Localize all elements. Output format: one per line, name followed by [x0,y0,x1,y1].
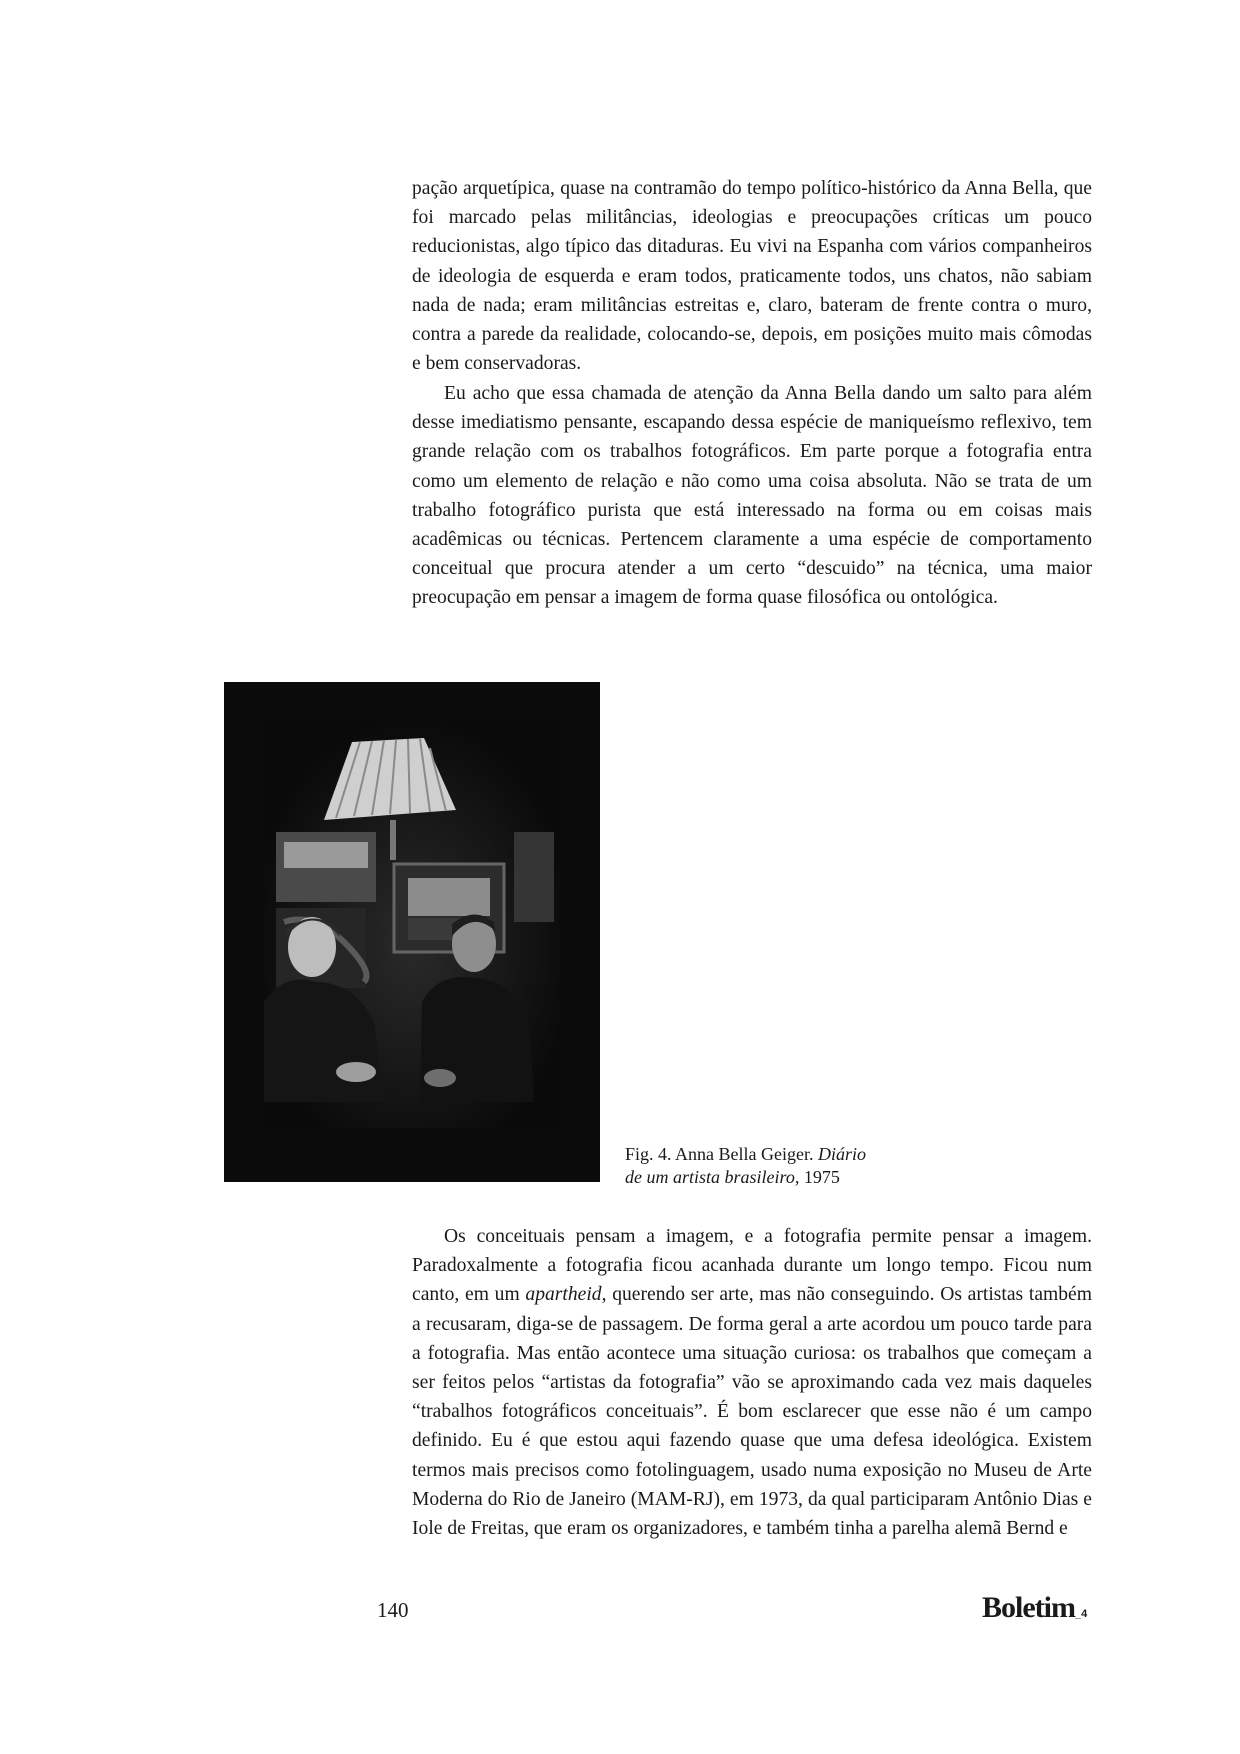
paragraph-3-text-start: Os conceituais pensam a imagem, e a fotografia permite pensar a imagem. Paradoxalmente a fotografia ficou acanhada durante um longo tempo. Ficou num canto, em um [412,1226,1092,1306]
page-number: 140 [377,1598,409,1622]
caption-title-part-2: de um artista brasileiro, [625,1167,800,1187]
figure-photograph [224,682,600,1182]
caption-title-part-1: Diário [817,1144,866,1164]
caption-prefix: Fig. 4. Anna Bella Geiger. [625,1144,818,1164]
body-paragraph-3 [412,1222,1092,1543]
paragraph-3-italic-term: apartheid, [525,1284,607,1306]
body-paragraph-2: Eu acho que essa chamada de atenção da Anna Bella dando um salto para além desse imediatismo pensante, escapando dessa espécie de maniqueísmo reflexivo, tem grande relação com os trabalhos fotográficos. Em parte porque a fotografia entra como um elemento de relação e não como uma coisa absoluta. Não se trata de um trabalho fotográfico purista que está interessado na forma ou em coisas mais acadêmicas ou técnicas. Pertencem claramente a uma espécie de comportamento conceitual que procura atender a um certo “descuido” na técnica, uma maior preocupação em pensar a imagem de forma quase filosófica ou ontológica. [412,383,1092,609]
figure-caption-line-1 [625,1143,925,1166]
journal-logo [982,1591,1087,1625]
paragraph-3-text-end: querendo ser arte, mas não conseguindo. Os artistas também a recusaram, diga-se de passagem. De forma geral a arte acordou um pouco tarde para a fotografia. Mas então acontece uma situação curiosa: os trabalhos que começam a ser feitos pelos “artistas da fotografia” vão se aproximando cada vez mais daqueles “trabalhos fotográficos conceituais”. É bom esclarecer que esse não é um campo definido. Eu é que estou aqui fazendo quase que uma defesa ideológica. Existem termos mais precisos como fotolinguagem, usado numa exposição no Museu de Arte Moderna do Rio de Janeiro (MAM-RJ), em 1973, da qual participaram Antônio Dias e Iole de Freitas, que eram os organizadores, e também tinha a parelha alemã Bernd e [412,1284,1092,1540]
figure-caption-line-2 [625,1166,925,1189]
journal-name: Boletim [982,1591,1075,1624]
journal-issue: _4 [1074,1608,1088,1620]
caption-year: 1975 [799,1167,840,1187]
body-paragraph-1: pação arquetípica, quase na contramão do tempo político-histórico da Anna Bella, que foi marcado pelas militâncias, ideologias e preocupações críticas um pouco reducionistas, algo típico das ditaduras. Eu vivi na Espanha com vários companheiros de ideologia de esquerda e eram todos, praticamente todos, uns chatos, não sabiam nada de nada; eram militâncias estreitas e, claro, bateram de frente contra o muro, contra a parede da realidade, colocando-se, depois, em posições muito mais cômodas e bem conservadoras. [412,178,1092,375]
